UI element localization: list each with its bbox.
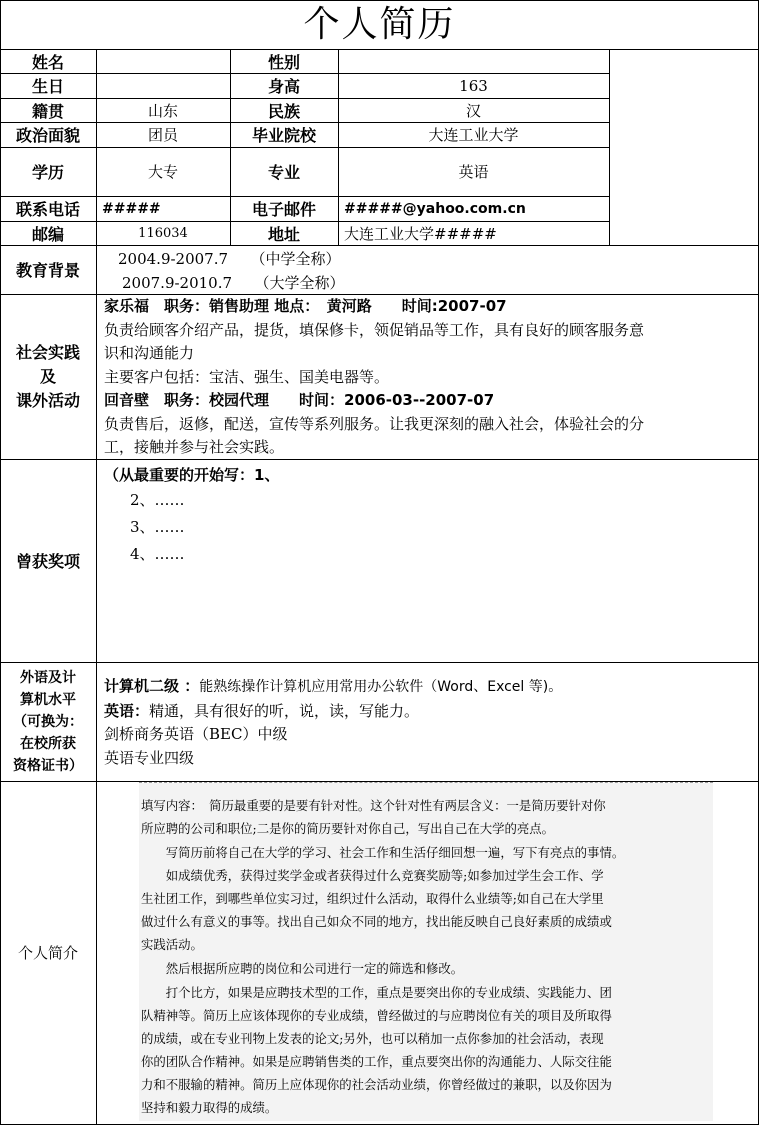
zip-label: 邮编	[31, 224, 64, 244]
skills-label-line: 资格证书）	[13, 757, 83, 774]
profile-line: 实践活动。	[141, 937, 203, 952]
origin-label: 籍贯	[31, 101, 64, 121]
job2-line: 负责售后，返修，配送，宣传等系列服务。让我更深刻的融入社会，体验社会的分	[104, 414, 645, 433]
education-line: 2004.9-2007.7 （中学全称）	[118, 250, 341, 268]
profile-line: 你的团队合作精神。如果是应聘销售类的工作，重点要突出你的沟通能力、人际交往能	[141, 1054, 612, 1069]
email-label: 电子邮件	[251, 200, 316, 219]
education-background-label: 教育背景	[15, 261, 80, 280]
skills-label	[0, 662, 96, 781]
skills-label-line: 在校所获	[20, 735, 76, 752]
major-label: 专业	[267, 163, 300, 182]
political-label: 政治面貌	[15, 126, 80, 145]
skills-label-line: （可换为：	[13, 713, 83, 730]
ethnicity-value: 汉	[465, 101, 481, 120]
profile-line: 生社团工作，到哪些单位实习过，组织过什么活动，取得什么业绩等;如自己在大学里	[141, 891, 604, 906]
zip-value: 116034	[138, 225, 188, 241]
award-item: 3、……	[130, 518, 185, 536]
job2-header: 回音壁 职务：校园代理 时间：2006-03--2007-07	[104, 391, 495, 409]
skills-content	[104, 675, 754, 770]
education-level-label: 学历	[31, 163, 64, 182]
awards-list	[104, 462, 754, 652]
job1-line: 负责给顾客介绍产品，提货，填保修卡，领促销品等工作，具有良好的顾客服务意	[104, 320, 645, 339]
phone-label: 联系电话	[15, 200, 80, 219]
major-value: 英语	[458, 163, 489, 181]
profile-line: 如成绩优秀，获得过奖学金或者获得过什么竞赛奖励等;如参加过学生会工作、学	[141, 868, 604, 883]
name-label: 姓名	[31, 52, 64, 72]
address-value: 大连工业大学#####	[344, 224, 497, 243]
profile-line: 的成绩，或在专业刊物上发表的论文;另外，也可以稍加一点你参加的社会活动，表现	[141, 1031, 604, 1046]
gender-label: 性别	[267, 52, 300, 72]
english-skill-text: 精通，具有很好的听，说，读，写能力。	[149, 701, 420, 720]
practice-label	[0, 294, 96, 459]
skill-line: 剑桥商务英语（BEC）中级	[104, 725, 288, 743]
school-value: 大连工业大学	[428, 126, 519, 144]
profile-line: 然后根据所应聘的岗位和公司进行一定的筛选和修改。	[141, 961, 464, 976]
education-level-value: 大专	[147, 163, 178, 181]
profile-label: 个人简介	[17, 944, 78, 962]
job1-line: 识和沟通能力	[104, 344, 195, 362]
height-value: 163	[459, 76, 488, 95]
practice-label-line: 及	[39, 366, 56, 386]
english-skill-label: 英语：	[104, 701, 150, 720]
profile-line: 打个比方，如果是应聘技术型的工作，重点是要突出你的专业成绩、实践能力、团	[141, 985, 612, 1000]
award-item: 4、……	[130, 545, 185, 563]
job2-line: 工，接触并参与社会实践。	[104, 438, 285, 456]
education-background-list	[96, 245, 758, 294]
computer-skill-text: 能熟练操作计算机应用常用办公软件（Word、Excel 等)。	[199, 679, 563, 695]
profile-line: 力和不服输的精神。简历上应体现你的社会活动业绩，你曾经做过的兼职，以及你因为	[141, 1077, 612, 1092]
practice-label-line: 社会实践	[15, 342, 80, 362]
birth-label: 生日	[31, 77, 64, 96]
address-label: 地址	[267, 224, 300, 244]
profile-line: 队精神等。简历上应该体现你的专业成绩，曾经做过的与应聘岗位有关的项目及所取得	[141, 1008, 612, 1023]
name-value	[96, 49, 230, 73]
computer-skill-label: 计算机二级 ：	[104, 677, 200, 695]
gender-value	[338, 49, 609, 73]
ethnicity-label: 民族	[267, 101, 300, 121]
school-label: 毕业院校	[251, 126, 316, 145]
height-label: 身高	[267, 77, 300, 96]
profile-line: 填写内容： 简历最重要的是要有针对性。这个针对性有两层含义：一是简历要针对你	[141, 798, 606, 813]
phone-value: #####	[102, 200, 161, 217]
profile-textbox-border	[139, 782, 713, 783]
awards-intro: （从最重要的开始写：1、	[104, 466, 280, 484]
practice-label-line: 课外活动	[15, 390, 80, 410]
job1-line: 主要客户包括：宝洁、强生、国美电器等。	[104, 367, 390, 386]
skill-line: 英语专业四级	[104, 748, 195, 767]
awards-label: 曾获奖项	[15, 552, 80, 571]
email-value: #####@yahoo.com.cn	[344, 200, 526, 217]
education-line: 2007.9-2010.7 （大学全称）	[122, 274, 345, 292]
award-item: 2、……	[130, 491, 185, 509]
skills-label-line: 外语及计	[20, 669, 76, 686]
profile-line: 坚持和毅力取得的成绩。	[141, 1100, 278, 1115]
profile-line: 做过什么有意义的事等。找出自己如众不同的地方，找出能反映自己良好素质的成绩或	[141, 914, 612, 929]
job1-header: 家乐福 职务：销售助理 地点： 黄河路 时间:2007-07	[104, 297, 507, 315]
page-title: 个人简历	[303, 4, 456, 45]
profile-line: 写简历前将自己在大学的学习、社会工作和生活仔细回想一遍，写下有亮点的事情。	[141, 845, 625, 860]
skills-label-line: 算机水平	[20, 691, 76, 708]
origin-value: 山东	[147, 101, 178, 120]
practice-content	[104, 295, 754, 460]
profile-line: 所应聘的公司和职位;二是你的简历要针对你自己，写出自己在大学的亮点。	[141, 821, 555, 836]
political-value: 团员	[147, 126, 178, 144]
birth-value	[96, 73, 230, 98]
